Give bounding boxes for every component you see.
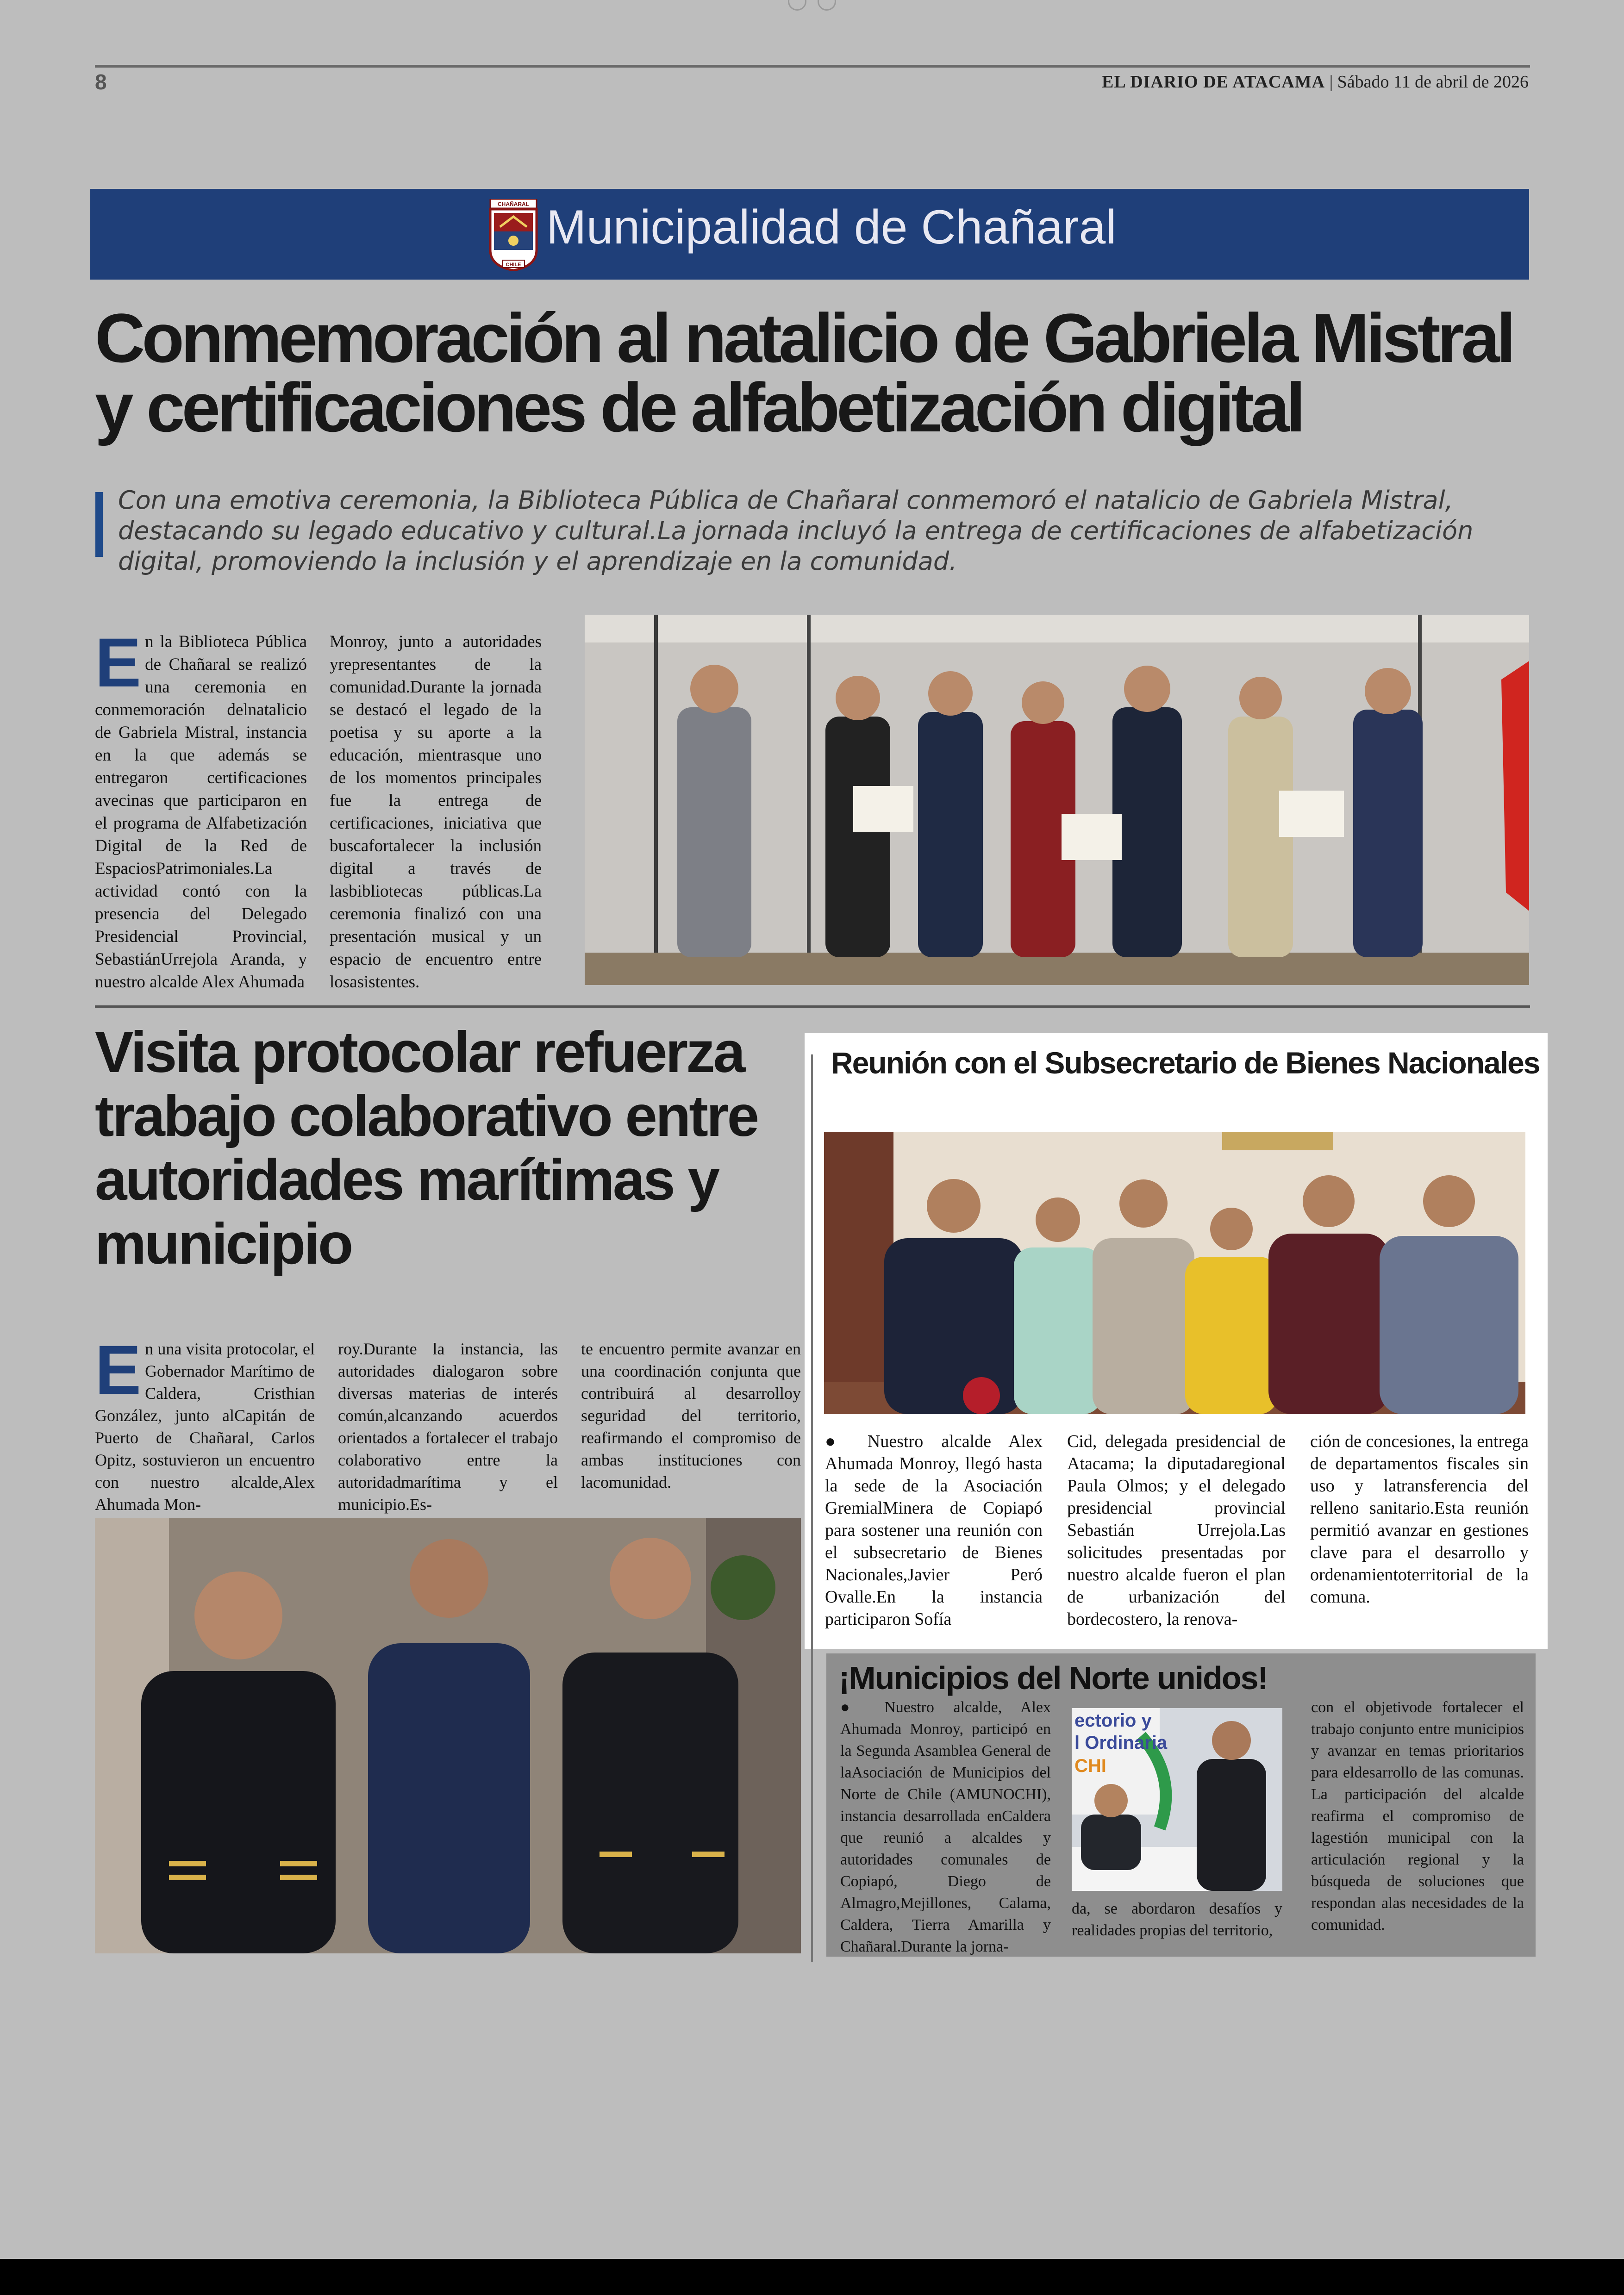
article2-headline-line2: trabajo colaborativo entre [95, 1084, 758, 1148]
article1-lead: Con una emotiva ceremonia, la Biblioteca Pública de Chañaral conmemoró el natalicio de Gabriela Mistral, destacando su legado educativo y cultural.La jornada incluyó la entrega de certificaciones de alfabetización digital, promoviendo la inclusión y el aprendizaje en la comunidad. [118, 486, 1474, 576]
article2-column2: roy.Durante la instancia, las autoridades dialogaron sobre diversas materias de interés común,alcanzando acuerdos orientados a fortalecer el trabajo colaborativo entre la autoridadmarítima y el municipio.Es- [338, 1340, 558, 1514]
section-separator [95, 1005, 1530, 1008]
lead-accent-bar [95, 492, 103, 557]
article1-column1-text: n la Biblioteca Pública de Chañaral se realizó una ceremonia en conmemoración delnatalicio de Gabriela Mistral, instancia en la que además se entregaron certificaciones avecinas que participaron en el programa de Alfabetización Digital de la Red de EspaciosPatrimoniales.La actividad contó con la presencia del Delegado Presidencial Provincial, SebastiánUrrejola Aranda, y nuestro alcalde Alex Ahumada [95, 632, 307, 992]
column-divider [811, 1054, 813, 1962]
article2-headline-line4: municipio [95, 1212, 352, 1276]
article3-headline: Reunión con el Subsecretario de Bienes Nacionales [831, 1046, 1540, 1080]
nav-dot-icon[interactable] [818, 0, 836, 11]
article2-dropcap: E [95, 1331, 142, 1409]
page-navigation-dots[interactable] [782, 0, 843, 14]
photo-banner-text-line1: ectorio y [1074, 1710, 1152, 1731]
article2-column1 [95, 1331, 315, 1515]
article1-headline-line2: y certificaciones de alfabetización digital [95, 368, 1303, 446]
article2-headline [95, 1021, 803, 1276]
article2-column1-text: n una visita protocolar, el Gobernador Marítimo de Caldera, Cristhian González, junto alCapitán de Puerto de Chañaral, Carlos Opitz, sostuvieron un encuentro con nuestro alcalde,Alex Ahumada Mon- [95, 1340, 315, 1514]
municipal-crest-icon [488, 199, 538, 271]
article4-column2: da, se abordaron desafíos y realidades propias del territorio, [1072, 1900, 1282, 1939]
article1-ceremony-photo[interactable] [585, 615, 1529, 985]
photo-banner-text-line3: CHI [1074, 1756, 1106, 1776]
article2-column3: te encuentro permite avanzar en una coordinación conjunta que contribuirá al desarrolloy seguridad del territorio, reafirmando el compromiso de ambas instituciones con lacomunidad. [581, 1340, 801, 1491]
masthead-separator: | [1329, 72, 1333, 92]
article1-headline-line1: Conmemoración al natalicio de Gabriela Mistral [95, 299, 1513, 377]
photo-banner-text-line2: l Ordinaria [1074, 1733, 1168, 1753]
article2-headline-line1: Visita protocolar refuerza [95, 1020, 744, 1085]
nav-dot-icon[interactable] [788, 0, 806, 11]
bottom-bar [0, 2259, 1624, 2295]
article1-column1 [95, 624, 307, 993]
article3-column2: Cid, delegada presidencial de Atacama; la diputadaregional Paula Olmos; y el delegado presidencial provincial Sebastián Urrejola.Las solicitudes presentadas por nuestro alcalde fueron el plan de urbanización del bordecostero, la renova- [1067, 1432, 1286, 1629]
article4-column1: ● Nuestro alcalde, Alex Ahumada Monroy, participó en la Segunda Asamblea General de laAsociación de Municipios del Norte de Chile (AMUNOCHI), instancia desarrollada enCaldera que reunió a alcaldes y autoridades comunales de Copiapó, Diego de Almagro,Mejillones, Calama, Caldera, Tierra Amarilla y Chañaral.Durante la jorna- [840, 1699, 1051, 1955]
article4-column3: con el objetivode fortalecer el trabajo conjunto entre municipios y avanzar en temas prioritarios para eldesarrollo de las comunas. La participación del alcalde reafirma el compromiso de lagestión municipal con la articulación regional y la búsqueda de soluciones que respondan alas necesidades de la comunidad. [1311, 1699, 1524, 1933]
article4-headline: ¡Municipios del Norte unidos! [839, 1660, 1268, 1696]
article1-headline [95, 299, 1530, 446]
article2-headline-line3: autoridades marítimas y [95, 1148, 718, 1212]
header-rule [95, 65, 1530, 68]
article1-column2: Monroy, junto a autoridades yrepresentantes de la comunidad.Durante la jornada se destacó el legado de la poetisa y su aporte a la educación, mientrasque uno de los momentos principales fue la entrega de certificaciones, iniciativa que buscafortalecer la inclusión digital a través de lasbibliotecas públicas.La ceremonia finalizó con una presentación musical y un espacio de encuentro entre losasistentes. [330, 632, 542, 992]
article4-assembly-photo[interactable] [1072, 1708, 1282, 1891]
article1-dropcap: E [95, 624, 142, 701]
article3-meeting-photo[interactable] [824, 1132, 1525, 1414]
masthead [1102, 72, 1529, 92]
page-number: 8 [95, 70, 107, 94]
publication-name: EL DIARIO DE ATACAMA [1102, 72, 1325, 92]
article3-column1: ● Nuestro alcalde Alex Ahumada Monroy, llegó hasta la sede de la Asociación GremialMinera de Copiapó para sostener una reunión con el subsecretario de Bienes Nacionales,Javier Peró Ovalle.En la instancia participaron Sofía [825, 1432, 1043, 1629]
issue-date: Sábado 11 de abril de 2026 [1337, 72, 1529, 92]
article2-authorities-photo[interactable] [95, 1518, 801, 1953]
crest-label-top: CHAÑARAL [498, 201, 529, 207]
crest-label-bottom: CHILE [506, 262, 521, 268]
banner-title: Municipalidad de Chañaral [546, 200, 1117, 254]
article3-column3: ción de concesiones, la entrega de departamentos fiscales sin uso y latransferencia del relleno sanitario.Esta reunión permitió avanzar en gestiones clave para el desarrollo y ordenamientoterritorial de la comuna. [1310, 1432, 1529, 1607]
